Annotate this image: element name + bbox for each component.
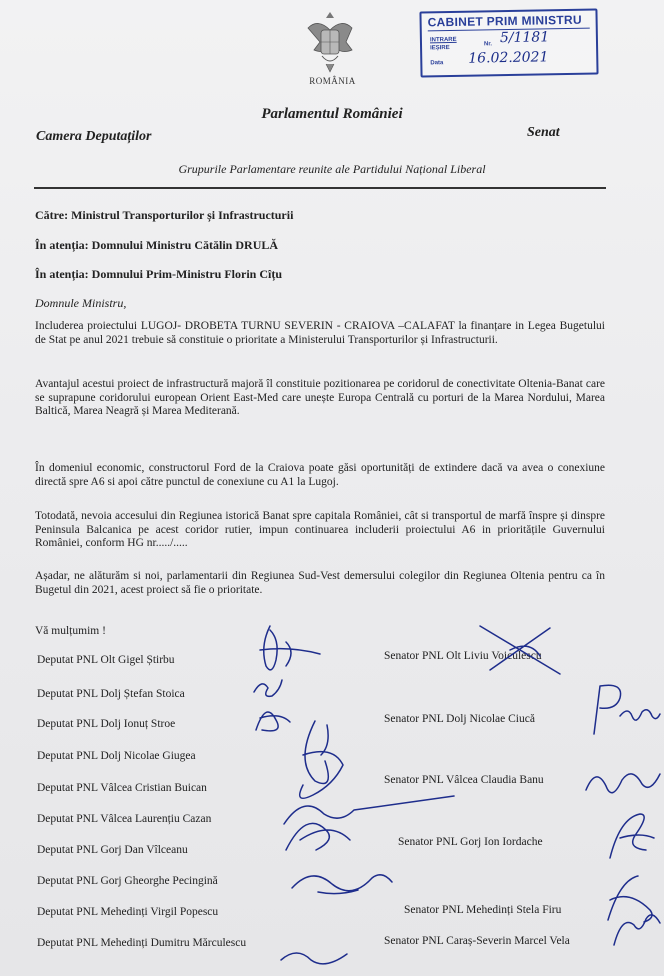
groups-subtitle: Grupurile Parlamentare reunite ale Partidului Național Liberal: [178, 162, 486, 176]
country-label: ROMÂNIA: [309, 76, 356, 86]
deputy-signatory: Deputat PNL Mehedinți Virgil Popescu: [37, 906, 219, 918]
signature-vilceanu: [280, 810, 360, 860]
deputy-signatory: Deputat PNL Dolj Ionuț Stroe: [37, 718, 176, 730]
senator-signatory: Senator PNL Dolj Nicolae Ciucă: [384, 713, 535, 725]
paragraph-4: Totodată, nevoia accesului din Regiunea istorică Banat spre capitala României, cât si transportul de marfă înspre și dinspre Peninsula Balcanica pe acest coridor rutier, impun continuarea includerii proiectului A6 in prioritățile Guvernului României, conform HG nr...../.....: [35, 510, 605, 549]
paragraph-1: Includerea proiectului LUGOJ- DROBETA TURNU SEVERIN - CRAIOVA –CALAFAT la finanțare in Legea Bugetului de Stat pe anul 2021 trebuie să constituie o prioritate a Ministerului Transporturilor și Infrastructurii.: [35, 320, 605, 346]
closing-thanks: Vă mulțumim !: [35, 625, 106, 637]
chamber-deputies-label: Camera Deputaților: [36, 129, 152, 144]
deputy-signatory: Deputat PNL Gorj Gheorghe Pecingină: [37, 875, 218, 887]
signature-stirbu: [240, 618, 330, 678]
senator-signatory: Senator PNL Vâlcea Claudia Banu: [384, 774, 544, 786]
senator-signatory: Senator PNL Gorj Ion Iordache: [398, 836, 543, 848]
registration-stamp: [419, 8, 598, 77]
signature-voiculescu: [470, 620, 570, 680]
senator-signatory: Senator PNL Olt Liviu Voiculescu: [384, 650, 542, 662]
deputy-signatory: Deputat PNL Gorj Dan Vîlceanu: [37, 844, 188, 856]
coat-of-arms-icon: [300, 8, 360, 78]
stamp-title: CABINET PRIM MINISTRU: [428, 13, 590, 32]
stamp-label-out: IEȘIRE: [430, 45, 450, 52]
senator-signatory: Senator PNL Caraș-Severin Marcel Vela: [384, 935, 570, 947]
recipient-line: Către: Ministrul Transporturilor și Infrastructurii: [35, 208, 294, 222]
deputy-signatory: Deputat PNL Dolj Ștefan Stoica: [37, 688, 185, 700]
signature-banu: [580, 760, 664, 810]
stamp-label-no: Nr.: [483, 41, 493, 48]
stamp-label-date: Data: [430, 60, 444, 67]
deputy-signatory: Deputat PNL Dolj Nicolae Giugea: [37, 750, 196, 762]
stamp-label-in: INTRARE: [429, 36, 457, 44]
senate-label: Senat: [527, 125, 560, 140]
paragraph-2: Avantajul acestui proiect de infrastructură majoră îl constituie pozitionarea pe coridorul de conectivitate Oltenia-Banat care se suprapune coridorului european Orient East-Med care unește Europa Centrală cu porturi de la Marea Nordului, Marea Baltică, Marea Neagră și Marea Mediterană.: [35, 378, 605, 417]
signature-iordache: [600, 808, 664, 868]
stamp-number: 5/1181: [499, 29, 550, 47]
signature-marculescu: [275, 940, 355, 970]
paragraph-5: Așadar, ne alăturăm si noi, parlamentarii din Regiunea Sud-Vest demersului colegilor din Regiunea Oltenia pentru ca în Bugetul din 2021, acest proiect să fie o prioritate.: [35, 570, 605, 596]
stamp-date: 16.02.2021: [468, 49, 549, 67]
salutation: Domnule Ministru,: [35, 296, 127, 310]
deputy-signatory: Deputat PNL Vâlcea Cristian Buican: [37, 782, 207, 794]
attention-minister-line: În atenția: Domnului Ministru Cătălin DRULĂ: [35, 238, 279, 252]
paragraph-3: În domeniul economic, constructorul Ford de la Craiova poate găsi oportunități de extindere dacă va avea o conexiune directă spre A6 si apoi către punctul de conexiune cu A1 la Lugoj.: [35, 462, 605, 488]
parliament-title: Parlamentul României: [261, 106, 403, 122]
header-divider: [34, 187, 606, 189]
attention-pm-line: În atenția: Domnului Prim-Ministru Florin Cîțu: [35, 267, 283, 281]
signature-ciuca: [580, 680, 664, 740]
signature-pecingina: [288, 862, 398, 902]
deputy-signatory: Deputat PNL Olt Gigel Știrbu: [37, 654, 175, 666]
signature-vela: [610, 905, 664, 955]
deputy-signatory: Deputat PNL Vâlcea Laurențiu Cazan: [37, 813, 212, 825]
deputy-signatory: Deputat PNL Mehedinți Dumitru Mărculescu: [37, 937, 247, 949]
signature-stoica: [248, 672, 288, 702]
senator-signatory: Senator PNL Mehedinți Stela Firu: [404, 904, 562, 916]
